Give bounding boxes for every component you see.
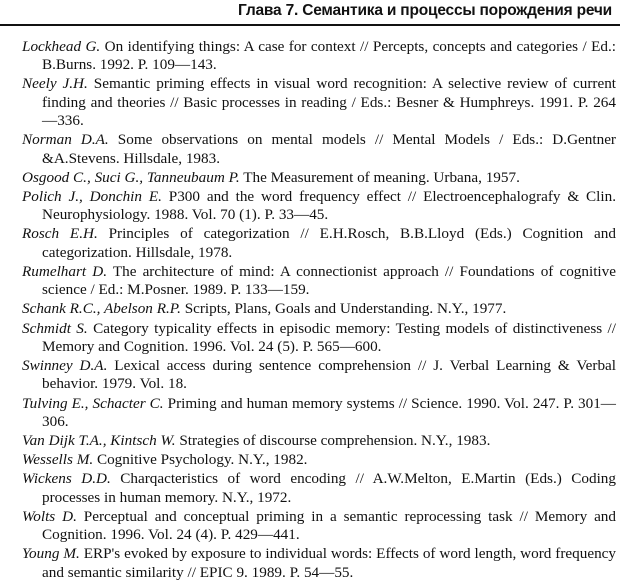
reference-item <box>22 357 616 394</box>
reference-authors: Young M. <box>22 545 80 563</box>
reference-authors: Wickens D.D. <box>22 470 111 488</box>
reference-text: Priming and human memory systems // Science. 1990. Vol. 247. P. 301—306. <box>42 394 616 430</box>
header-rule <box>0 24 620 26</box>
reference-item <box>22 188 616 225</box>
reference-text: Principles of categorization // E.H.Rosch, B.B.Lloyd (Eds.) Cognition and categorization. Hillsdale, 1978. <box>42 225 616 261</box>
reference-text: Some observations on mental models // Mental Models / Eds.: D.Gentner &A.Stevens. Hillsdale, 1983. <box>42 131 616 167</box>
reference-authors: Swinney D.A. <box>22 357 108 375</box>
reference-text: Perceptual and conceptual priming in a semantic reprocessing task // Memory and Cognition. 1996. Vol. 24 (4). P. 429—441. <box>42 507 616 544</box>
reference-text: Category typicality effects in episodic memory: Testing models of distinctiveness // Memory and Cognition. 1996. Vol. 24 (5). P. 565—600. <box>42 319 616 355</box>
reference-text: Semantic priming effects in visual word recognition: A selective review of current finding and theories // Basic processes in reading / Eds.: Besner & Humphreys. 1991. P. 264—336. <box>42 75 617 130</box>
reference-authors: Neely J.H. <box>22 75 88 93</box>
reference-item <box>22 263 616 300</box>
reference-item <box>22 320 616 357</box>
reference-text: P300 and the word frequency effect // Electroencephalografy & Clin. Neurophysiology. 1988. Vol. 70 (1). P. 33—45. <box>42 187 616 224</box>
reference-text: Strategies of discourse comprehension. N.Y., 1983. <box>175 432 491 450</box>
reference-item <box>22 225 616 262</box>
running-header <box>0 0 620 26</box>
reference-text: ERP's evoked by exposure to individual words: Effects of word length, word frequency and semantic similarity // EPIC 9. 1989. P. 54—55. <box>42 545 616 581</box>
reference-authors: Schmidt S. <box>22 319 88 337</box>
reference-authors: Wessells M. <box>22 451 94 469</box>
reference-text: Cognitive Psychology. N.Y., 1982. <box>93 451 308 469</box>
reference-text: Lexical access during sentence comprehension // J. Verbal Learning & Verbal behavior. 1979. Vol. 18. <box>42 357 616 393</box>
reference-text: The Measurement of meaning. Urbana, 1957. <box>239 168 520 186</box>
reference-authors: Norman D.A. <box>22 131 109 149</box>
reference-item <box>22 470 616 507</box>
reference-authors: Tulving E., Schacter C. <box>22 394 164 412</box>
reference-item <box>22 508 616 545</box>
reference-authors: Lockhead G. <box>22 38 101 55</box>
reference-authors: Van Dijk T.A., Kintsch W. <box>22 432 176 450</box>
reference-item <box>22 300 616 318</box>
reference-item <box>22 131 616 168</box>
reference-item <box>22 395 616 432</box>
chapter-title: Глава 7. Семантика и процессы порождения речи <box>238 2 612 19</box>
reference-authors: Rumelhart D. <box>22 262 107 280</box>
reference-authors: Wolts D. <box>22 507 77 525</box>
reference-authors: Rosch E.H. <box>22 225 98 243</box>
reference-text: On identifying things: A case for context // Percepts, concepts and categories / Ed.: B.Burns. 1992. P. 109—143. <box>42 38 616 74</box>
reference-authors: Polich J., Donchin E. <box>22 187 162 205</box>
reference-text: Scripts, Plans, Goals and Understanding. N.Y., 1977. <box>180 300 507 318</box>
reference-item <box>22 38 616 75</box>
reference-item <box>22 451 616 469</box>
reference-item <box>22 75 616 130</box>
reference-text: Charqacteristics of word encoding // A.W.Melton, E.Martin (Eds.) Coding processes in human memory. N.Y., 1972. <box>42 470 616 506</box>
reference-text: The architecture of mind: A connectionist approach // Foundations of cognitive science / Ed.: M.Posner. 1989. P. 133—159. <box>42 262 616 299</box>
reference-list <box>22 38 616 583</box>
reference-item <box>22 432 616 450</box>
reference-item <box>22 169 616 187</box>
reference-item <box>22 545 616 582</box>
reference-authors: Osgood C., Suci G., Tanneubaum P. <box>22 168 240 186</box>
reference-authors: Schank R.C., Abelson R.P. <box>22 300 181 318</box>
